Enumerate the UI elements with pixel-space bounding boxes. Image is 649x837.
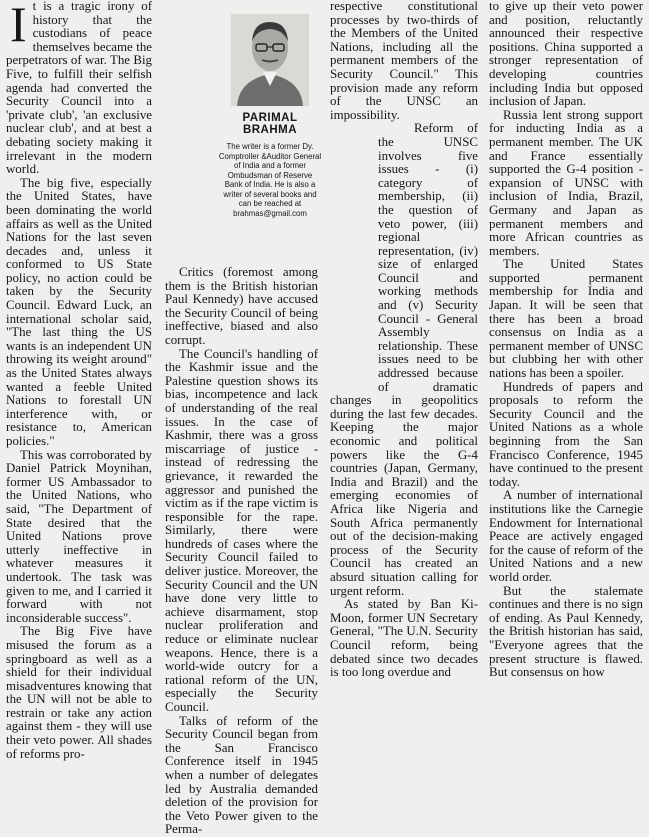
author-bio: [218, 142, 322, 218]
paragraph: The Big Five have misused the forum as a springboard as well as a shield for their individual misadventures knowing that the UN will not be able to restrain or take any action against them - they will use their veto power. All shades of reforms pro-: [6, 624, 152, 761]
article-column-1: [6, 0, 152, 761]
photo-overlap-gap: [318, 122, 378, 386]
paragraph: Hundreds of papers and proposals to reform the Security Council and the United Nations as a whole beginning from the San Francisco Conference, 1945 have continued to the present today.: [489, 379, 643, 489]
paragraph: As stated by Ban Ki-Moon, former UN Secretary General, "The U.N. Security Council reform, being debated since two decades is too long overdue and: [330, 597, 478, 680]
paragraph: t is a tragic irony of history that the custodians of peace themselves became the perpetrators of war. The Big Five, to fulfill their selfish agenda had converted the Security Council into a 'private club', 'an exclusive nuclear club', and at best a debating society making it irrelevant in the modern world.: [6, 0, 152, 177]
paragraph: The Council's handling of the Kashmir issue and the Palestine question shows its bias, incompetence and lack of understanding of the real issues. In the case of Kashmir, there was a gross miscarriage of justice - instead of redressing the grievance, it rewarded the aggressor and punished the victim as if the rape victim is responsible for the rape. Similarly, there were hundreds of cases where the Security Council failed to deliver justice. Moreover, the Security Council and the UN have done very little to achieve disarmament, stop nuclear proliferation and reduce or eliminate nuclear weapons. Hence, there is a world-wide outcry for a rational reform of the UN, especially the Security Council.: [165, 346, 318, 714]
drop-cap: I: [10, 0, 27, 52]
author-name-first: PARIMAL: [242, 112, 298, 124]
paragraph: This was corroborated by Daniel Patrick Moynihan, former US Ambassador to the United Nations, who said, "The Department of State desired that the United Nations prove utterly ineffective in whatever measures it undertook. The task was given to me, and I carried it forward with not inconsiderable success".: [6, 447, 152, 625]
paragraph: The big five, especially the United States, have been dominating the world affairs as well as the United Nations for the last seven decades and, unless it conformed to US State policy, no action could be taken by the Security Council. Edward Luck, an international scholar said, "The last thing the US wants is an independent UN throwing its weight around" as the United States always wanted a feeble United Nations to forestall UN interference with, or resistance to, American policies.": [6, 175, 152, 448]
paragraph: But the stalemate continues and there is no sign of ending. As Paul Kennedy, the British historian has said, "Everyone agrees that the present structure is flawed. But consensus on how: [489, 583, 643, 680]
paragraph: Russia lent strong support for inducting India as a permanent member. The UK and France essentially supported the G-4 position - expansion of UNSC with inclusion of India, Brazil, Germany and Japan as permanent members and more African countries as members.: [489, 107, 643, 258]
paragraph: Reform of the UNSC involves five issues - (i) category of membership, (ii) the question of veto power, (iii) regional representation, (iv) size of enlarged Council and working methods and (v) Security Council - General Assembly relationship. These issues need to be addressed because of dramatic changes in geopolitics during the last few decades. Keeping the major economic and political powers like the G-4 countries (Japan, Germany, India and Brazil) and the emerging economies of Africa like Nigeria and South Africa permanently out of the decision-making process of the Security Council has created an absurd situation calling for urgent reform.: [330, 121, 478, 598]
author-name-last: BRAHMA: [242, 124, 298, 136]
article-column-2: [165, 0, 322, 837]
author-portrait: [231, 14, 309, 106]
paragraph: The United States supported permanent membership for India and Japan. It will be seen that there has been a broad consensus on India as a permanent member of UNSC but clubbing her with other nations has been a spoiler.: [489, 257, 643, 381]
article-column-4: [489, 0, 643, 680]
author-bio-text: The writer is a former Dy. Comptroller &Auditor General of India and a former Ombudsman of Reserve Bank of India. He is also a writer of several books and can be reached at: [218, 142, 322, 208]
paragraph: Talks of reform of the Security Council began from the San Francisco Conference itself in 1945 when a number of delegates led by Australia demanded deletion of the provision for the Veto Power given to the Perma-: [165, 713, 318, 837]
paragraph: to give up their veto power and position, reluctantly announced their respective positions. China supported a stronger representation of developing countries including India but opposed inclusion of Japan.: [489, 0, 643, 109]
paragraph: A number of international institutions like the Carnegie Endowment for International Peace are actively engaged for the cause of reform of the United Nations and a new world order.: [489, 488, 643, 584]
paragraph: respective constitutional processes by two-thirds of the Members of the United Nations, including all the permanent members of the Security Council." This provision made any reform of the UNSC an impossibility.: [330, 0, 478, 122]
author-byline-box: [216, 0, 324, 264]
article-column-3: [330, 0, 478, 680]
author-email: brahmas@gmail.com: [233, 208, 307, 218]
paragraph: Critics (foremost among them is the British historian Paul Kennedy) have accused the Security Council of being ineffective, biased and also corrupt.: [165, 265, 318, 347]
